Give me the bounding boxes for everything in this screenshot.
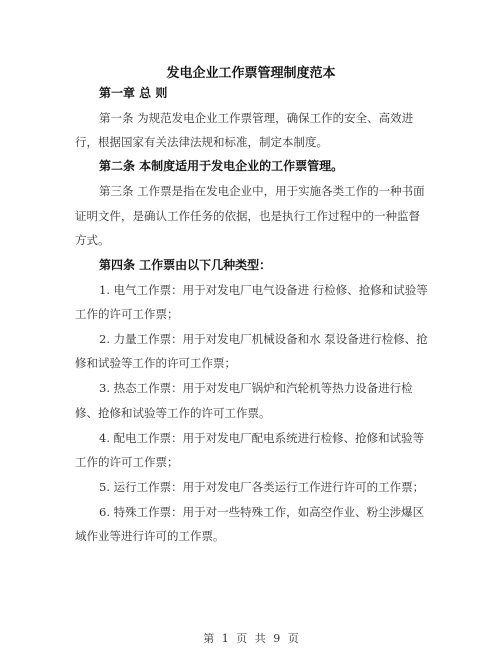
- article-1-line-1: 第一条 为规范发电企业工作票管理，确保工作的安全、高效进: [99, 111, 414, 125]
- chapter-heading: 第一章 总 则: [99, 86, 168, 100]
- list-item-6-line-2: 域作业等进行许可的工作票。: [75, 529, 225, 543]
- article-3-line-2: 证明文件，是确认工作任务的依据，也是执行工作过程中的一种监督: [75, 209, 420, 223]
- article-3-line-1: 第三条 工作票是指在发电企业中，用于实施各类工作的一种书面: [99, 184, 425, 198]
- list-item-1-line-2: 工作的许可工作票；: [75, 307, 179, 321]
- list-item-3-line-1: 3. 热态工作票：用于对发电厂锅炉和汽轮机等热力设备进行检: [99, 381, 413, 395]
- list-item-4-line-1: 4. 配电工作票：用于对发电厂配电系统进行检修、抢修和试验等: [99, 431, 425, 445]
- list-item-4-line-2: 工作的许可工作票；: [75, 455, 179, 469]
- list-item-5-line-1: 5. 运行工作票：用于对发电厂各类运行工作进行许可的工作票；: [99, 480, 425, 494]
- list-item-6-line-1: 6. 特殊工作票：用于对一些特殊工作，如高空作业、粉尘涉爆区: [99, 505, 425, 519]
- list-item-2-line-2: 修和试验等工作的许可工作票；: [75, 356, 236, 370]
- list-item-1-line-1: 1. 电气工作票：用于对发电厂电气设备进 行检修、抢修和试验等: [99, 283, 428, 297]
- article-4-heading: 第四条 工作票由以下几种类型：: [99, 258, 272, 272]
- document-title: 发电企业工作票管理制度范本: [166, 66, 336, 81]
- list-item-2-line-1: 2. 力量工作票：用于对发电厂机械设备和水 泵设备进行检修、抢: [99, 332, 428, 346]
- article-3-line-3: 方式。: [75, 233, 110, 247]
- page-footer: 第 1 页 共 9 页: [203, 632, 299, 645]
- list-item-3-line-2: 修、抢修和试验等工作的许可工作票。: [75, 406, 271, 420]
- article-2-heading: 第二条 本制度适用于发电企业的工作票管理。: [99, 159, 344, 173]
- article-1-line-2: 行，根据国家有关法律法规和标准，制定本制度。: [75, 135, 328, 149]
